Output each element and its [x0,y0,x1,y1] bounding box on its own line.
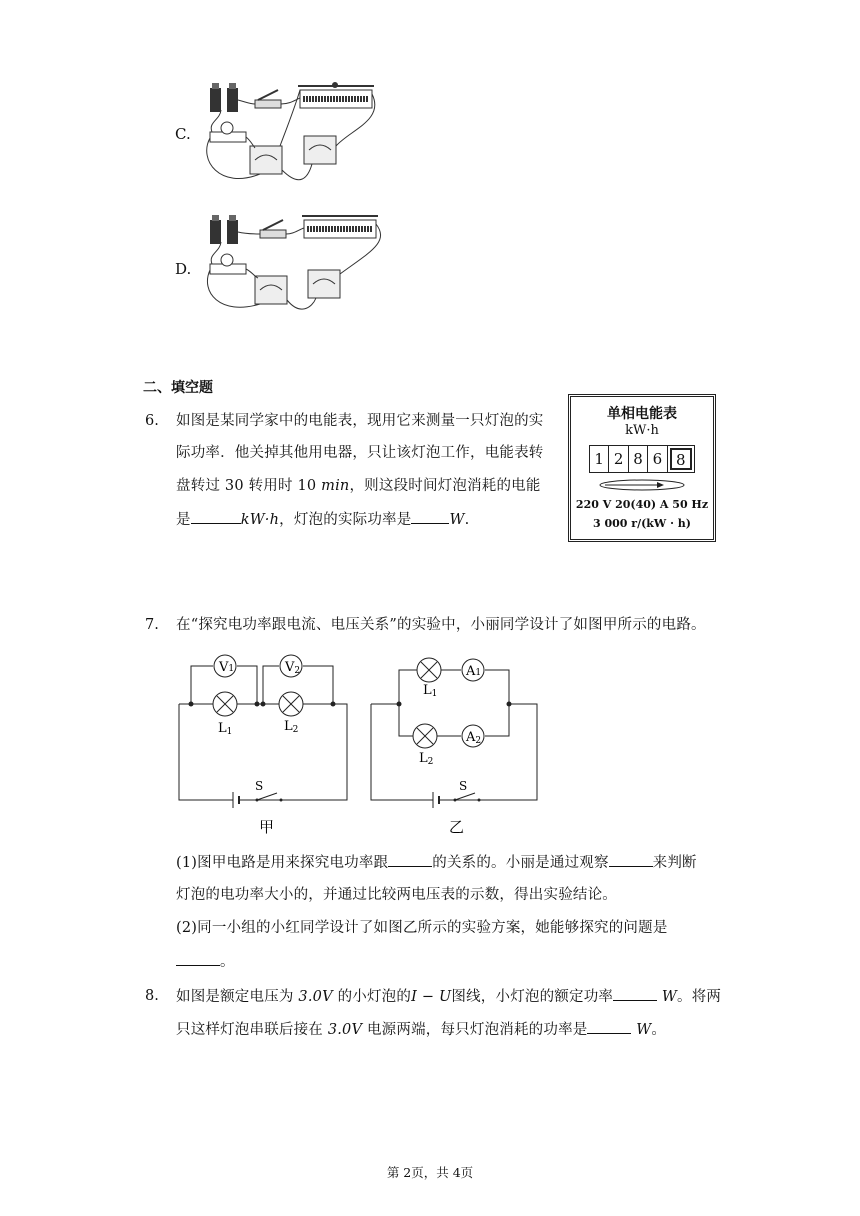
q6-min-unit: min [321,478,350,494]
l2-sub-b: 2 [427,757,434,767]
meter-digit-1: 1 [590,446,609,472]
switch-label-b: S [459,779,468,793]
q7-line1: 在“探究电功率跟电流、电压关系”的实验中，小丽同学设计了如图甲所示的电路。 [176,617,706,633]
meter-disc-icon [597,477,687,493]
option-d-label: D. [175,260,192,278]
q6-line3 [176,476,541,496]
meter-digit-5: 8 [670,448,692,470]
v1-label: V [219,660,229,675]
q7-blank-2[interactable] [609,852,653,867]
q7-number: 7. [145,617,159,633]
meter-spec-1: 220 V 20(40) A 50 Hz [575,498,709,511]
q8-blank-1[interactable] [613,986,657,1001]
l1-sub-a: 1 [226,727,233,737]
q8-voltage-2: 3.0V [327,1022,363,1038]
a1-label: A [466,664,476,679]
q7-p1-text: (1)图甲电路是用来探究电功率跟 [176,855,389,871]
v2-sub: 2 [294,666,301,676]
q7-p1-end: 来判断 [652,855,697,871]
caption-jia: 甲 [259,818,275,836]
page-footer: 第 2页，共 4页 [386,1165,474,1180]
meter-digit-4: 6 [648,446,667,472]
meter-spec-2: 3 000 r/(kW · h) [593,517,691,530]
v2-label: V [285,660,295,675]
q8-line2 [176,1019,666,1040]
caption-yi: 乙 [449,818,465,836]
meter-digit-2: 2 [609,446,628,472]
q7-p1-mid: 的关系的。小丽是通过观察 [432,855,609,871]
a2-sub: 2 [475,736,482,746]
q6-number: 6. [145,413,159,429]
q6-line1: 如图是某同学家中的电能表，现用它来测量一只灯泡的实 [176,413,544,429]
l2-sub-a: 2 [292,725,299,735]
q8-unit-w-1: W [661,989,678,1005]
circuit-photo-d [200,212,390,324]
section-title: 二、填空题 [143,380,213,396]
option-c-label: C. [175,125,191,143]
q8-l2-end: 。 [651,1022,667,1038]
circuit-diagram-a [175,650,355,840]
q8-l1-end: 。将两 [677,989,722,1005]
q7-part2-line2 [176,951,235,972]
q8-l2-mid: 电源两端，每只灯泡消耗的功率是 [362,1022,588,1038]
q8-l1-text: 如图是额定电压为 [176,989,299,1005]
q7-p2-end: 。 [220,954,235,970]
q6-line4-mid: ，灯泡的实际功率是 [279,512,412,528]
electric-meter [568,394,716,542]
meter-title: 单相电能表 [607,406,677,422]
q6-blank-energy[interactable] [191,509,241,524]
q8-l1-mid: 的小灯泡的 [332,989,412,1005]
q8-blank-2[interactable] [587,1019,631,1034]
q7-blank-3[interactable] [176,951,220,966]
q6-line2: 际功率．他关掉其他用电器，只让该灯泡工作，电能表转 [176,445,544,461]
svg-text:L1 [423,683,437,699]
meter-digit-3: 8 [629,446,648,472]
q7-part1-line2: 灯泡的电功率大小的，并通过比较两电压表的示数，得出实验结论。 [176,887,617,903]
q6-blank-power[interactable] [411,509,449,524]
l1-label-b: L [423,683,432,698]
q6-line3-text: 盘转过 30 转用时 10 [176,478,322,494]
q6-line4-end: . [464,512,470,528]
q8-number: 8. [145,988,159,1004]
a1-sub: 1 [475,668,482,678]
q6-line4-text: 是 [176,512,191,528]
q6-line3-rest: ，则这段时间灯泡消耗的电能 [349,478,541,494]
q7-part2-line1: (2)同一小组的小红同学设计了如图乙所示的实验方案，她能够探究的问题是 [176,920,668,936]
q8-unit-w-2: W [636,1022,652,1038]
l2-label-b: L [419,751,428,766]
circuit-diagram-b [365,650,545,840]
l1-label-a: L [218,721,227,736]
meter-unit: kW·h [625,423,659,438]
v1-sub: 1 [228,664,235,674]
q6-unit-w: W [449,512,465,528]
meter-digits [589,445,695,473]
q8-l1-mid2: 图线，小灯泡的额定功率 [451,989,614,1005]
q7-part1-line1 [176,852,697,873]
svg-text:L2 [419,751,433,767]
q6-unit-kwh: kW·h [240,512,280,528]
q8-voltage-1: 3.0V [298,989,333,1005]
switch-label-a: S [255,779,264,793]
svg-text:L2 [284,719,298,735]
q8-iu: I − U [411,989,452,1005]
q7-blank-1[interactable] [388,852,432,867]
q8-l2-text: 只这样灯泡串联后接在 [176,1022,328,1038]
a2-label: A [466,730,476,745]
circuit-photo-c [200,80,390,192]
svg-text:L1 [218,721,232,737]
q6-line4 [176,509,469,530]
l2-label-a: L [284,719,293,734]
l1-sub-b: 1 [431,689,438,699]
q8-line1 [176,986,721,1007]
